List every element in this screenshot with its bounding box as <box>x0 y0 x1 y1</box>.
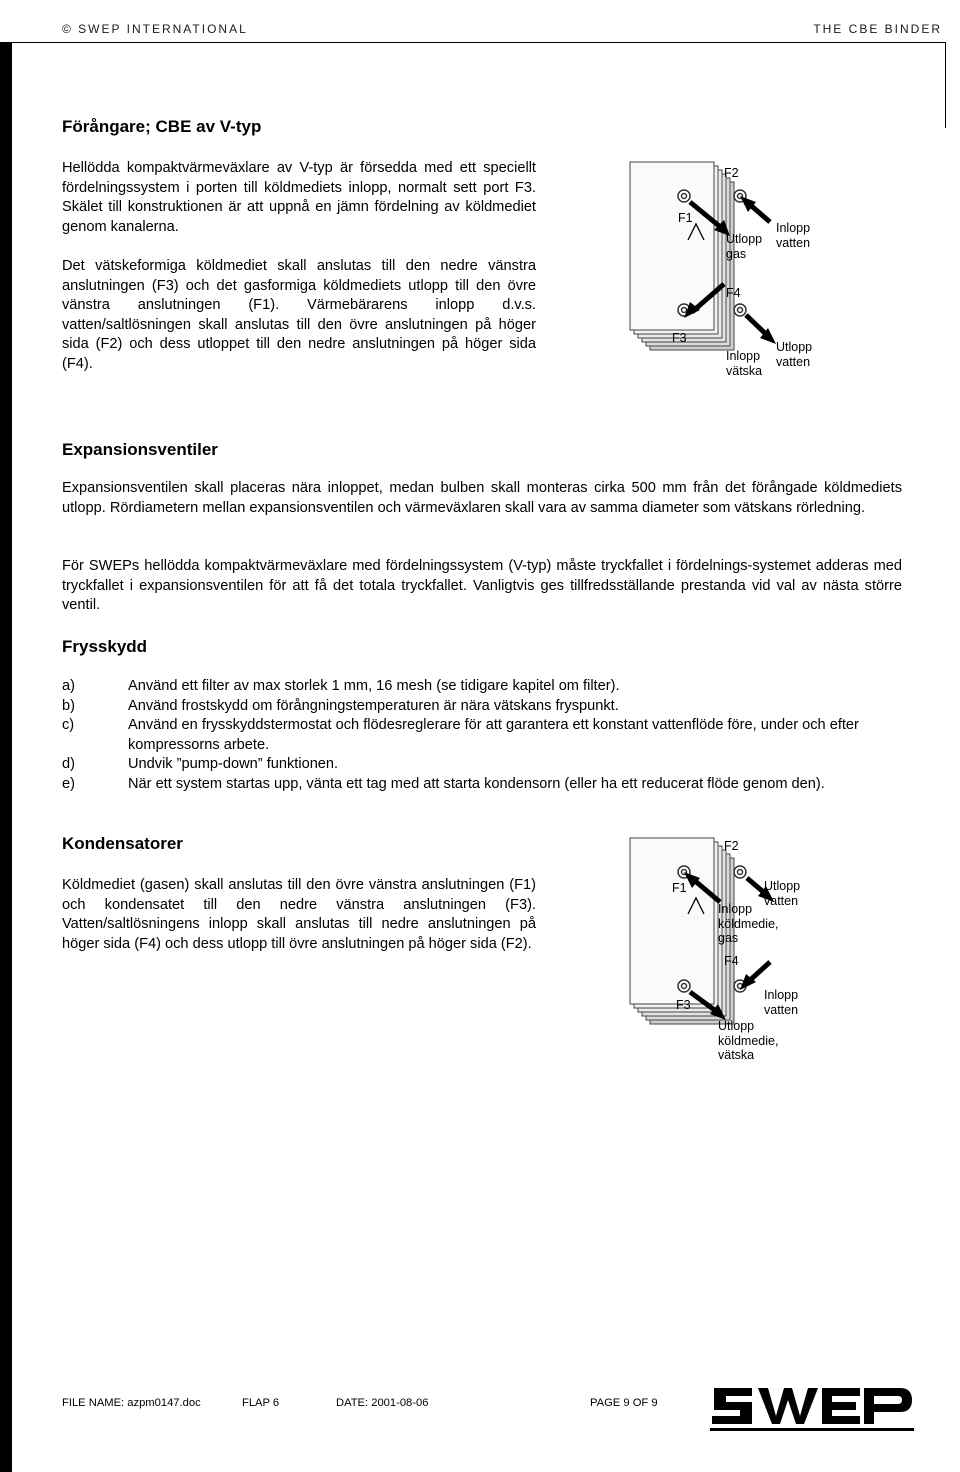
frost-title: Frysskydd <box>62 637 148 656</box>
footer-flap: FLAP 6 <box>242 1397 280 1409</box>
evaporator-para-1: Hellödda kompaktvärmeväxlare av V-typ är försedda med ett speciellt fördelningssystem i porten till köldmediets inlopp, normalt sett port F3. Skälet till konstruktionen är att uppnå en jämn fördelning av köldmediet genom kanalerna. <box>62 160 536 235</box>
page-left-bar <box>0 42 12 1472</box>
footer-page: PAGE 9 OF 9 <box>590 1397 658 1409</box>
expansion-para-2: För SWEPs hellödda kompaktvärmeväxlare med fördelningssystem (V-typ) måste tryckfallet i fördelnings-systemet adderas med tryckfallet i expansionsventilen för att få det totala tryckfallet. Vanligtvis ges tillfredsställande prestanda vid val av nästa större ventil. <box>62 558 902 613</box>
frost-list <box>62 677 906 794</box>
evaporator-para-2: Det vätskeformiga köldmediet skall anslutas till den nedre vänstra anslutningen (F3) och det gasformiga köldmediets utlopp till den övre vänstra anslutningen (F1). Värmebärarens inlopp d.v.s. vatten/saltlösningen skall anslutas till den övre anslutningen på höger sida (F2) och dess utloppet till den nedre anslutningen på höger sida (F4). <box>62 258 536 372</box>
list-item: b) Använd frostskydd om förångningstemperaturen är nära vätskans fryspunkt. <box>62 697 619 714</box>
heat-exchanger-illustration <box>620 160 920 390</box>
cond-label-out-water: Utlopp vatten <box>764 879 801 908</box>
cond-label-f4: F4 <box>724 954 739 968</box>
cond-label-out-ref: Utlopp köldmedie, vätska <box>718 1019 779 1062</box>
footer-date: DATE: 2001-08-06 <box>336 1397 429 1409</box>
evap-label-f1: F1 <box>678 211 693 225</box>
cond-label-in-water: Inlopp vatten <box>764 988 799 1017</box>
condenser-title: Kondensatorer <box>62 834 183 853</box>
footer-file: FILE NAME: azpm0147.doc <box>62 1397 201 1409</box>
evaporator-title: Förångare; CBE av V-typ <box>62 117 262 136</box>
list-item: a) Använd ett filter av max storlek 1 mm, 16 mesh (se tidigare kapitel om filter). <box>62 678 620 694</box>
header-left: © SWEP INTERNATIONAL <box>62 22 248 36</box>
cond-label-f2: F2 <box>724 839 739 853</box>
list-item: c) Använd en frysskyddstermostat och flödesreglerare för att garantera ett konstant vattenflöde före, under och efter kompressorns arbete. <box>62 717 859 753</box>
swep-logo-icon <box>706 1380 936 1436</box>
expansion-title: Expansionsventiler <box>62 440 218 459</box>
evap-label-f3: F3 <box>672 331 687 345</box>
cond-label-f1: F1 <box>672 881 687 895</box>
condenser-diagram <box>620 836 920 1062</box>
page-right-rule <box>945 42 946 128</box>
evap-label-out-gas: Utlopp gas <box>726 232 763 261</box>
header-rule <box>0 42 946 43</box>
list-item: d) Undvik ”pump-down” funktionen. <box>62 756 339 772</box>
list-item: e) När ett system startas upp, vänta ett tag med att starta kondensorn (eller ha ett reducerat flöde genom den). <box>62 775 825 792</box>
evaporator-diagram <box>620 160 920 390</box>
cond-label-in-ref: Inlopp köldmedie, gas <box>718 902 779 945</box>
expansion-para-1: Expansionsventilen skall placeras nära inloppet, medan bulben skall monteras cirka 500 mm från det förångade köldmediets utlopp. Rördiametern mellan expansionsventilen och värmeväxlaren skall vara av samma diameter som vätskans rörledning. <box>62 480 902 516</box>
evap-label-out-water: Utlopp vatten <box>776 340 813 369</box>
swep-logo <box>706 1380 936 1441</box>
evap-label-f2: F2 <box>724 166 739 180</box>
condenser-para-1: Köldmediet (gasen) skall anslutas till den övre vänstra anslutningen (F1) och kondensatet till den nedre vänstra anslutningen (F3). Vatten/saltlösningens inlopp skall anslutas till nedre anslutningen på höger sida (F4) och dess utlopp till övre anslutningen på höger sida (F2). <box>62 877 536 952</box>
header-right: THE CBE BINDER <box>813 22 942 36</box>
evap-label-in-liquid: Inlopp vätska <box>726 349 763 378</box>
evap-label-in-water: Inlopp vatten <box>776 221 811 250</box>
cond-label-f3: F3 <box>676 998 691 1012</box>
evap-label-f4: F4 <box>726 286 741 300</box>
